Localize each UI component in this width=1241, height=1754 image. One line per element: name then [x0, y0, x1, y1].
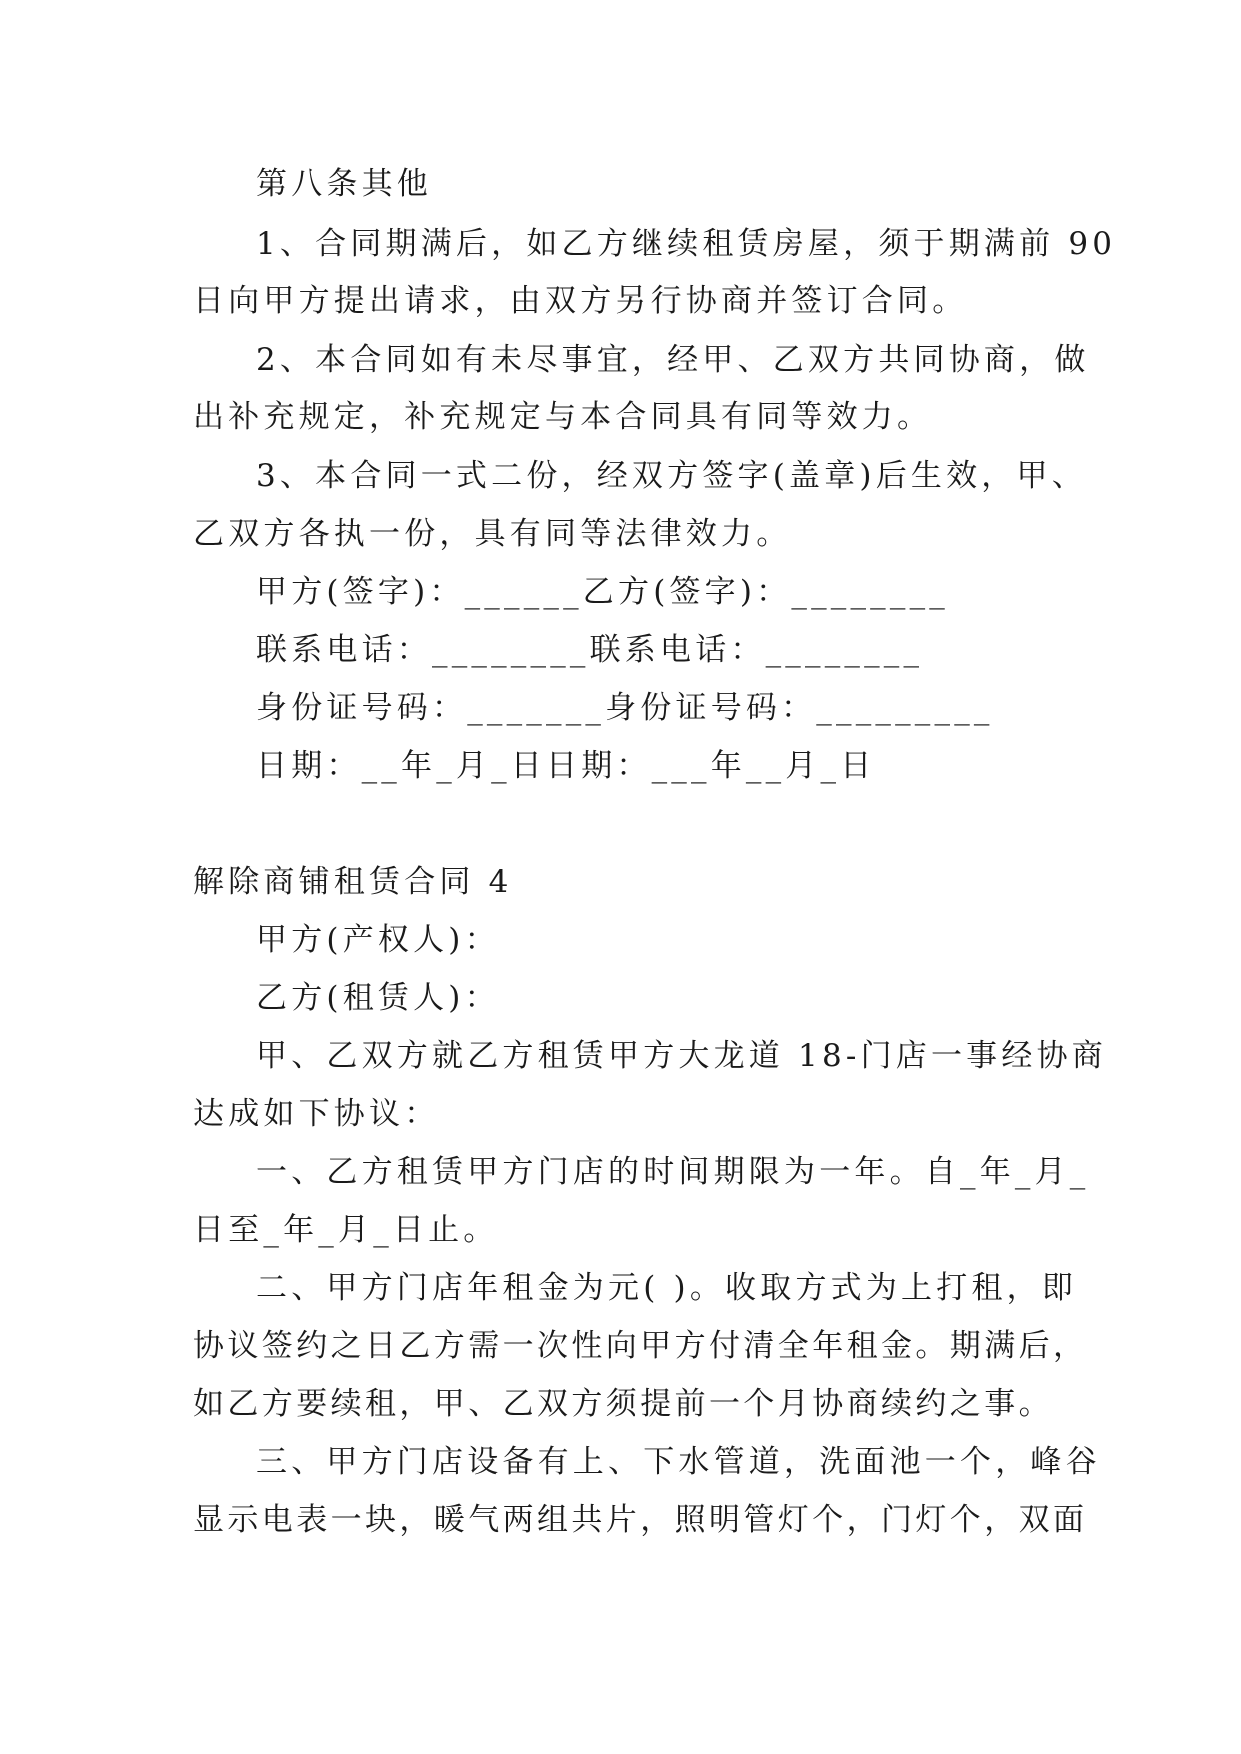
paragraph-line: 二、甲方门店年租金为元( )。收取方式为上打租，即: [256, 1270, 1078, 1306]
paragraph-line: 3、本合同一式二份，经双方签字(盖章)后生效，甲、: [256, 458, 1087, 494]
contract-title: 解除商铺租赁合同 4: [193, 864, 513, 900]
paragraph-line: 1、合同期满后，如乙方继续租赁房屋，须于期满前 90: [256, 226, 1117, 262]
paragraph-line: 乙双方各执一份，具有同等法律效力。: [193, 516, 792, 552]
id-number-line: 身份证号码：_______身份证号码：_________: [256, 690, 994, 726]
party-b-line: 乙方(租赁人)：: [256, 980, 500, 1016]
paragraph-line: 出补充规定，补充规定与本合同具有同等效力。: [193, 399, 933, 435]
paragraph-line: 达成如下协议：: [193, 1096, 440, 1132]
phone-line: 联系电话：________联系电话：________: [256, 632, 924, 668]
paragraph-line: 甲、乙双方就乙方租赁甲方大龙道 18-门店一事经协商: [256, 1038, 1107, 1074]
paragraph-line: 一、乙方租赁甲方门店的时间期限为一年。自_年_月_: [256, 1154, 1090, 1190]
party-a-line: 甲方(产权人)：: [256, 922, 500, 958]
paragraph-line: 协议签约之日乙方需一次性向甲方付清全年租金。期满后，: [193, 1328, 1088, 1364]
paragraph-line: 日至_年_月_日止。: [193, 1212, 499, 1248]
paragraph-line: 如乙方要续租，甲、乙双方须提前一个月协商续约之事。: [193, 1386, 1053, 1422]
signature-line: 甲方(签字)：______乙方(签字)：________: [256, 574, 949, 610]
paragraph-line: 显示电表一块，暖气两组共片，照明管灯个，门灯个，双面: [193, 1502, 1088, 1538]
section-heading: 第八条其他: [256, 166, 432, 202]
paragraph-line: 2、本合同如有未尽事宜，经甲、乙双方共同协商，做: [256, 342, 1090, 378]
paragraph-line: 日向甲方提出请求，由双方另行协商并签订合同。: [193, 283, 968, 319]
date-line: 日期：__年_月_日日期：___年__月_日: [256, 748, 876, 784]
paragraph-line: 三、甲方门店设备有上、下水管道，洗面池一个，峰谷: [256, 1444, 1101, 1480]
